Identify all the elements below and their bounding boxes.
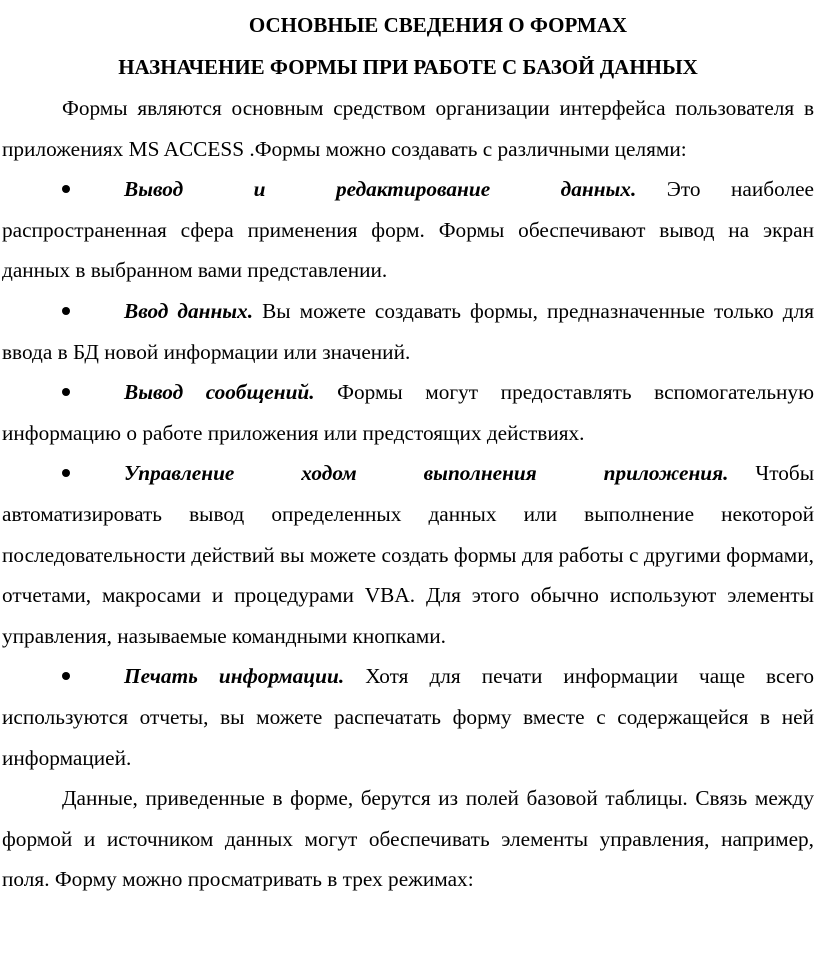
- bullet-icon: [2, 453, 124, 494]
- bullet-icon: [2, 169, 124, 210]
- closing-paragraph: Данные, приведенные в форме, берутся из полей базовой таблицы. Связь между формой и источником данных могут обеспечивать элементы управления, например, поля. Форму можно просматривать в трех режимах:: [2, 786, 814, 892]
- list-item-text: Это наиболее распространенная сфера применения форм. Формы обеспечивают вывод на экран данных в выбранном вами представлении.: [2, 177, 814, 283]
- section-subtitle: НАЗНАЧЕНИЕ ФОРМЫ ПРИ РАБОТЕ С БАЗОЙ ДАННЫХ: [118, 55, 698, 79]
- list-item: [2, 291, 814, 372]
- list-item-term: Ввод данных.: [124, 298, 254, 323]
- bullet-icon: [2, 291, 124, 332]
- list-item-term: Вывод и редактирование данных.: [124, 177, 637, 202]
- bullet-icon: [2, 372, 124, 413]
- list-item-text: Вы можете создавать формы, предназначенные только для ввода в БД новой информации или значений.: [2, 298, 814, 364]
- list-item: [2, 453, 814, 656]
- list-item: [2, 656, 814, 778]
- list-item-term: Печать информации.: [124, 664, 345, 689]
- list-item: [2, 372, 814, 453]
- page-title: ОСНОВНЫЕ СВЕДЕНИЯ О ФОРМАХ: [248, 13, 628, 37]
- list-item-term: Управление ходом выполнения приложения.: [124, 461, 729, 486]
- list-item: [2, 169, 814, 291]
- list-item-text: Хотя для печати информации чаще всего используются отчеты, вы можете распечатать форму вместе с содержащейся в ней информацией.: [2, 664, 815, 770]
- list-item-text: Чтобы автоматизировать вывод определенных данных или выполнение некоторой последовательности действий вы можете создать формы для работы с другими формами, отчетами, макросами и процедурами VBA. Для этого обычно используют элементы управления, называемые командными кнопками.: [2, 461, 815, 648]
- intro-paragraph: Формы являются основным средством организации интерфейса пользователя в приложениях MS ACCESS .Формы можно создавать с различными целями:: [2, 96, 814, 161]
- list-item-text: Формы могут предоставлять вспомогательную информацию о работе приложения или предстоящих действиях.: [2, 380, 814, 445]
- bullet-icon: [2, 656, 124, 697]
- list-item-term: Вывод сообщений.: [124, 380, 315, 405]
